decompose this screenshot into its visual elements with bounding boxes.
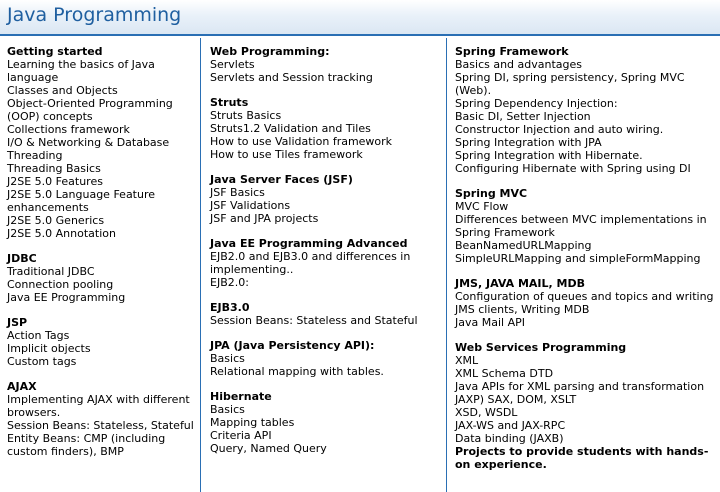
topic-item: Implicit objects xyxy=(7,342,91,355)
topic-item: J2SE 5.0 Language Feature enhancements xyxy=(7,188,159,214)
topic-item: Data binding (JAXB) xyxy=(455,432,564,445)
topic-item: Java Mail API xyxy=(455,316,525,329)
column-2 xyxy=(202,38,447,492)
topic-item: Servlets xyxy=(210,58,255,71)
topic-item: Threading xyxy=(7,149,63,162)
topic-item: JSF Validations xyxy=(210,199,291,212)
section-java-ee-programming-advanced xyxy=(210,237,446,289)
section-web-programming xyxy=(210,45,446,84)
section-heading: JPA (Java Persistency API): xyxy=(210,339,375,352)
section-heading: Java EE Programming Advanced xyxy=(210,237,408,250)
section-web-services-programming xyxy=(455,341,720,471)
topic-item: Custom tags xyxy=(7,355,77,368)
section-heading: Spring Framework xyxy=(455,45,569,58)
topic-item: Entity Beans: CMP (including custom finders), BMP xyxy=(7,432,169,458)
topic-item: Connection pooling xyxy=(7,278,114,291)
topic-item: Differences between MVC implementations in Spring Framework xyxy=(455,213,711,239)
section-heading: Struts xyxy=(210,96,249,109)
section-heading: EJB3.0 xyxy=(210,301,250,314)
topic-item: XML Schema DTD xyxy=(455,367,554,380)
topic-item: Implementing AJAX with different browsers. xyxy=(7,393,194,419)
topic-item: BeanNamedURLMapping xyxy=(455,239,592,252)
section-heading: JMS, JAVA MAIL, MDB xyxy=(455,277,585,290)
topic-item: Spring DI, spring persistency, Spring MVC (Web). xyxy=(455,71,689,97)
topic-item: Struts1.2 Validation and Tiles xyxy=(210,122,371,135)
page-header xyxy=(0,0,720,36)
section-heading: Web Services Programming xyxy=(455,341,627,354)
section-jdbc xyxy=(7,252,200,304)
topic-item: Java EE Programming xyxy=(7,291,126,304)
topic-item: Query, Named Query xyxy=(210,442,327,455)
topic-item: Object-Oriented Programming (OOP) concepts xyxy=(7,97,177,123)
topic-item: Basics and advantages xyxy=(455,58,583,71)
topic-item: Learning the basics of Java language xyxy=(7,58,159,84)
topic-item: EJB2.0 and EJB3.0 and differences in implementing.. xyxy=(210,250,414,276)
section-jms-java-mail-mdb xyxy=(455,277,720,329)
topic-item: J2SE 5.0 Annotation xyxy=(7,227,116,240)
topic-item: XML xyxy=(455,354,479,367)
topic-item: JAXP) SAX, DOM, XSLT xyxy=(455,393,577,406)
topic-item: J2SE 5.0 Features xyxy=(7,175,103,188)
topic-item: Action Tags xyxy=(7,329,70,342)
section-heading: Spring MVC xyxy=(455,187,528,200)
section-heading: AJAX xyxy=(7,380,37,393)
projects-note: Projects to provide students with hands-on experience. xyxy=(455,445,709,471)
section-heading: Hibernate xyxy=(210,390,272,403)
section-ejb3-0 xyxy=(210,301,446,327)
column-1 xyxy=(0,38,201,492)
section-heading: Web Programming: xyxy=(210,45,330,58)
topic-item: Session Beans: Stateless and Stateful xyxy=(210,314,418,327)
topic-item: How to use Tiles framework xyxy=(210,148,363,161)
topic-item: JAX-WS and JAX-RPC xyxy=(455,419,566,432)
topic-item: JSF Basics xyxy=(210,186,265,199)
topic-item: EJB2.0: xyxy=(210,276,249,289)
section-hibernate xyxy=(210,390,446,455)
topic-item: Mapping tables xyxy=(210,416,295,429)
topic-item: JSF and JPA projects xyxy=(210,212,319,225)
topic-item: Configuring Hibernate with Spring using DI xyxy=(455,162,691,175)
topic-item: Threading Basics xyxy=(7,162,101,175)
section-jsp xyxy=(7,316,200,368)
section-heading: Getting started xyxy=(7,45,103,58)
topic-item: J2SE 5.0 Generics xyxy=(7,214,105,227)
topic-item: Collections framework xyxy=(7,123,130,136)
section-jpa-java-persistency-api xyxy=(210,339,446,378)
topic-item: Basics xyxy=(210,403,245,416)
section-heading: JDBC xyxy=(7,252,37,265)
section-spring-mvc xyxy=(455,187,720,265)
section-java-server-faces-jsf xyxy=(210,173,446,225)
topic-item: MVC Flow xyxy=(455,200,509,213)
topic-item: SimpleURLMapping and simpleFormMapping xyxy=(455,252,701,265)
section-getting-started xyxy=(7,45,200,240)
section-spring-framework xyxy=(455,45,720,175)
topic-item: Spring Dependency Injection: xyxy=(455,97,618,110)
topic-item: Struts Basics xyxy=(210,109,282,122)
topic-item: XSD, WSDL xyxy=(455,406,518,419)
section-heading: JSP xyxy=(7,316,28,329)
topic-item: I/O & Networking & Database xyxy=(7,136,170,149)
topic-item: Relational mapping with tables. xyxy=(210,365,384,378)
topic-item: Constructor Injection and auto wiring. xyxy=(455,123,664,136)
topic-item: Spring Integration with Hibernate. xyxy=(455,149,643,162)
topic-item: Basics xyxy=(210,352,245,365)
topic-item: Session Beans: Stateless, Stateful xyxy=(7,419,194,432)
topic-item: Configuration of queues and topics and writing JMS clients, Writing MDB xyxy=(455,290,718,316)
topic-item: Java APIs for XML parsing and transformation xyxy=(455,380,705,393)
topic-item: How to use Validation framework xyxy=(210,135,393,148)
section-heading: Java Server Faces (JSF) xyxy=(210,173,353,186)
page-title: Java Programming xyxy=(7,4,182,26)
section-struts xyxy=(210,96,446,161)
topic-item: Criteria API xyxy=(210,429,272,442)
topic-item: Spring Integration with JPA xyxy=(455,136,602,149)
section-ajax xyxy=(7,380,200,458)
topic-item: Basic DI, Setter Injection xyxy=(455,110,591,123)
column-3 xyxy=(448,38,720,492)
topic-item: Classes and Objects xyxy=(7,84,118,97)
topic-item: Servlets and Session tracking xyxy=(210,71,373,84)
topic-item: Traditional JDBC xyxy=(7,265,95,278)
